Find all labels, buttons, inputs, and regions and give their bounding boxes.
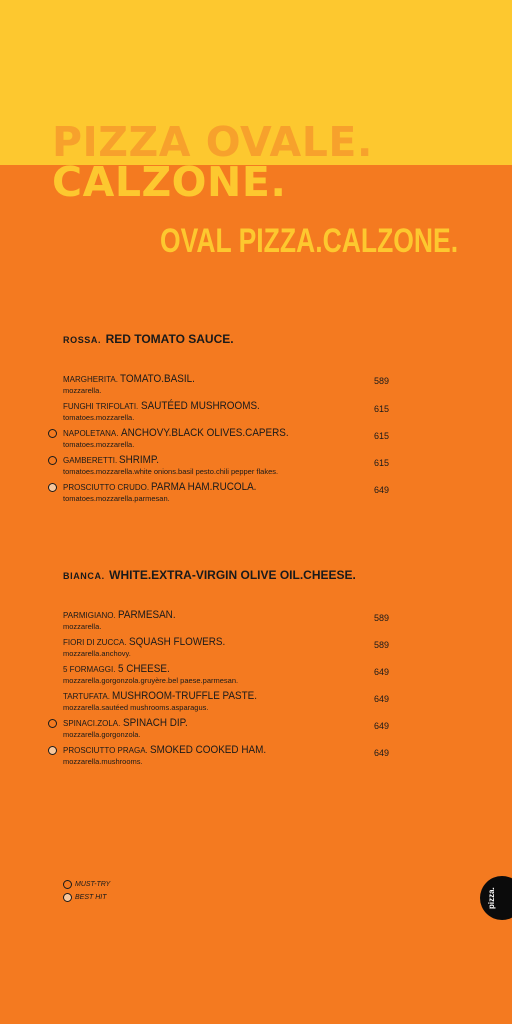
item-name-it: GAMBERETTI. (63, 456, 118, 465)
item-name-en: MUSHROOM-TRUFFLE PASTE. (112, 690, 258, 702)
menu-item (63, 481, 393, 503)
must-try-marker (63, 880, 72, 889)
item-name-en: TOMATO.BASIL. (120, 373, 196, 385)
menu-item (63, 690, 393, 712)
item-price: 589 (374, 640, 390, 650)
must-try-marker (48, 719, 57, 728)
item-name-en: SQUASH FLOWERS. (128, 636, 226, 648)
best-hit-marker (48, 746, 57, 755)
item-price: 589 (374, 613, 390, 623)
section-heading-rossa (63, 330, 234, 348)
item-name-it: 5 FORMAGGI. (63, 665, 116, 674)
menu-item (63, 609, 393, 631)
page-subtitle: OVAL PIZZA.CALZONE. (160, 222, 459, 260)
menu-item (63, 717, 393, 739)
item-name-en: SPINACH DIP. (122, 717, 188, 729)
item-description: mozzarella.mushrooms. (63, 757, 143, 766)
page-title-line1: PIZZA OVALE. (52, 118, 373, 166)
item-name-en: SHRIMP. (119, 454, 160, 466)
item-name-it: PROSCIUTTO PRAGA. (63, 746, 148, 755)
item-price: 649 (374, 694, 390, 704)
item-description: mozzarella.gorgonzola. (63, 730, 141, 739)
section-label-en: RED TOMATO SAUCE. (105, 332, 234, 346)
section-label-it: ROSSA. (63, 335, 102, 345)
legend-label: MUST-TRY (75, 881, 111, 888)
item-price: 615 (374, 431, 390, 441)
item-name-en: PARMESAN. (117, 609, 176, 621)
menu-item (63, 373, 393, 395)
section-heading-bianca (63, 566, 356, 584)
item-name-it: PARMIGIANO. (63, 611, 116, 620)
menu-item (63, 400, 393, 422)
item-name-en: PARMA HAM.RUCOLA. (151, 481, 257, 493)
item-name-en: SMOKED COOKED HAM. (150, 744, 267, 756)
item-description: mozzarella.sautéed mushrooms.asparagus. (63, 703, 209, 712)
item-name-it: PROSCIUTTO CRUDO. (63, 483, 150, 492)
item-description: tomatoes.mozzarella.parmesan. (63, 494, 170, 503)
item-description: mozzarella. (63, 622, 102, 631)
page-title-line2: CALZONE. (52, 158, 287, 206)
section-label-it: BIANCA. (63, 571, 105, 581)
item-description: tomatoes.mozzarella. (63, 413, 135, 422)
item-description: tomatoes.mozzarella. (63, 440, 135, 449)
item-price: 649 (374, 748, 390, 758)
item-description: mozzarella.gorgonzola.gruyère.bel paese.parmesan. (63, 676, 239, 685)
section-tab[interactable] (480, 876, 512, 920)
best-hit-marker (48, 483, 57, 492)
item-price: 615 (374, 458, 390, 468)
menu-item (63, 427, 393, 449)
item-name-en: SAUTÉED MUSHROOMS. (140, 400, 260, 412)
item-name-it: FUNGHI TRIFOLATI. (63, 402, 139, 411)
item-price: 649 (374, 667, 390, 677)
item-description: mozzarella.anchovy. (63, 649, 131, 658)
item-price: 615 (374, 404, 390, 414)
item-name-it: SPINACI.ZOLA. (63, 719, 121, 728)
item-name-it: MARGHERITA. (63, 375, 118, 384)
item-description: tomatoes.mozzarella.white onions.basil pesto.chili pepper flakes. (63, 467, 279, 476)
item-name-it: NAPOLETANA. (63, 429, 119, 438)
legend-label: BEST HIT (75, 894, 107, 901)
item-description: mozzarella. (63, 386, 102, 395)
section-tab-label: pizza. (487, 887, 496, 909)
item-price: 649 (374, 485, 390, 495)
item-name-en: ANCHOVY.BLACK OLIVES.CAPERS. (120, 427, 289, 439)
section-label-en: WHITE.EXTRA-VIRGIN OLIVE OIL.CHEESE. (109, 568, 356, 582)
item-name-it: FIORI DI ZUCCA. (63, 638, 127, 647)
menu-item (63, 454, 393, 476)
item-price: 649 (374, 721, 390, 731)
item-name-en: 5 CHEESE. (117, 663, 170, 675)
menu-item (63, 636, 393, 658)
menu-item (63, 663, 393, 685)
item-name-it: TARTUFATA. (63, 692, 110, 701)
item-price: 589 (374, 376, 390, 386)
must-try-marker (48, 456, 57, 465)
best-hit-marker (63, 893, 72, 902)
must-try-marker (48, 429, 57, 438)
menu-item (63, 744, 393, 766)
